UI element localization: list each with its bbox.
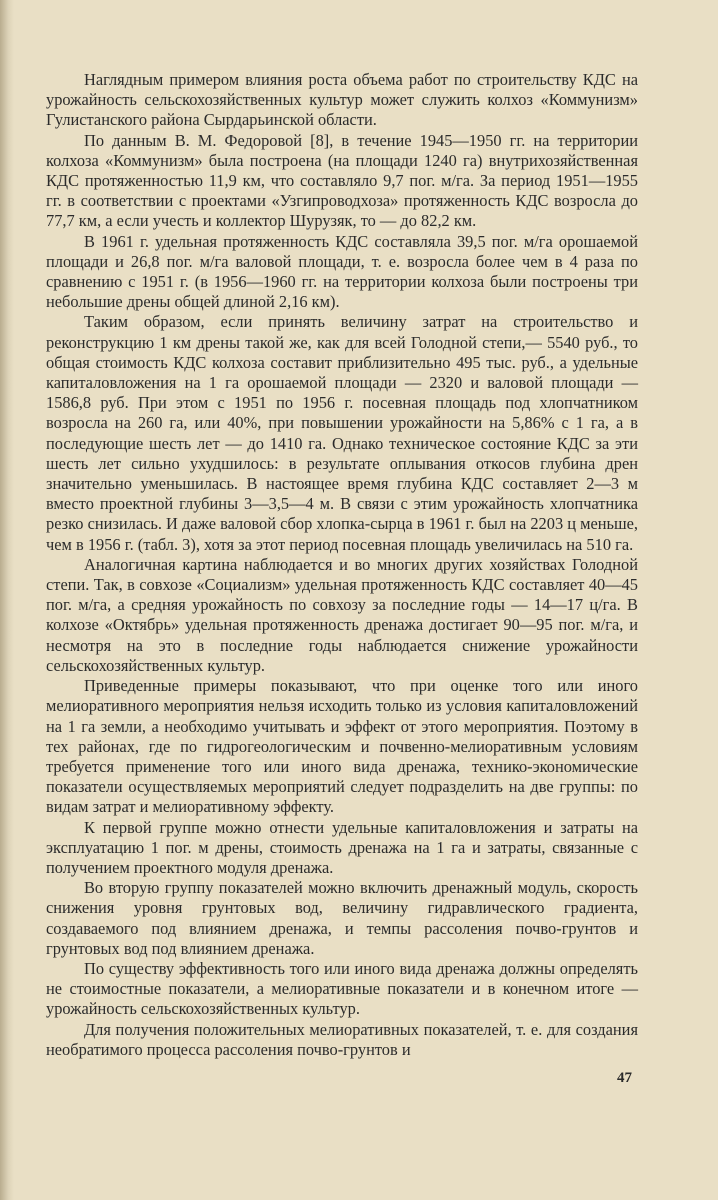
- paragraph-5: Аналогичная картина наблюдается и во многих других хозяйствах Голодной степи. Так, в совхозе «Социализм» удельная протяженность КДС составляет 40—45 пог. м/га, а средняя урожайность по совхозу за последние годы — 14—17 ц/га. В колхозе «Октябрь» удельная протяженность дренажа достигает 90—95 пог. м/га, и несмотря на это в последние годы наблюдается снижение урожайности сельскохозяйственных культур.: [46, 554, 638, 675]
- paragraph-4: Таким образом, если принять величину затрат на строительство и реконструкцию 1 км дрены такой же, как для всей Голодной степи,— 5540 руб., то общая стоимость КДС колхоза составит приблизительно 495 тыс. руб., а удельные капиталовложения на 1 га орошаемой площади — 2320 и валовой площади — 1586,8 руб. При этом с 1951 по 1956 г. посевная площадь под хлопчатником возросла на 260 га, или 40%, при повышении урожайности на 5,86% с 1 га, а в последующие шесть лет — до 1410 га. Однако техническое состояние КДС за эти шесть лет сильно ухудшилось: в результате оплывания откосов глубина дрен значительно уменьшилась. В настоящее время глубина КДС составляет 2—3 м вместо проектной глубины 3—3,5—4 м. В связи с этим урожайность хлопчатника резко снизилась. И даже валовой сбор хлопка-сырца в 1961 г. был на 2203 ц меньше, чем в 1956 г. (табл. 3), хотя за этот период посевная площадь увеличилась на 510 га.: [46, 312, 638, 554]
- paragraph-1: Наглядным примером влияния роста объема работ по строительству КДС на урожайность сельскохозяйственных культур может служить колхоз «Коммунизм» Гулистанского района Сырдарьинской области.: [46, 70, 638, 130]
- paragraph-2: По данным В. М. Федоровой [8], в течение 1945—1950 гг. на территории колхоза «Коммунизм» была построена (на площади 1240 га) внутрихозяйственная КДС протяженностью 11,9 км, что составляло 9,7 пог. м/га. За период 1951—1955 гг. в соответствии с проектами «Узгипроводхоза» протяженность КДС возросла до 77,7 км, а если учесть и коллектор Шурузяк, то — до 82,2 км.: [46, 130, 638, 231]
- body-text: [46, 70, 638, 1060]
- paragraph-7: К первой группе можно отнести удельные капиталовложения и затраты на эксплуатацию 1 пог. м дрены, стоимость дренажа на 1 га и затраты, связанные с получением проектного модуля дренажа.: [46, 817, 638, 877]
- paragraph-10: Для получения положительных мелиоративных показателей, т. е. для создания необратимого процесса рассоления почво-грунтов и: [46, 1019, 638, 1059]
- paragraph-8: Во вторую группу показателей можно включить дренажный модуль, скорость снижения уровня грунтовых вод, величину гидравлического градиента, создаваемого под влиянием дренажа, и темпы рассоления почво-грунтов и грунтовых вод под влиянием дренажа.: [46, 878, 638, 958]
- paragraph-9: По существу эффективность того или иного вида дренажа должны определять не стоимостные показатели, а мелиоративные показатели и в конечном итоге — урожайность сельскохозяйственных культур.: [46, 958, 638, 1019]
- paragraph-6: Приведенные примеры показывают, что при оценке того или иного мелиоративного мероприятия нельзя исходить только из условия капиталовложений на 1 га земли, а необходимо учитывать и эффект от этого мероприятия. Поэтому в тех районах, где по гидрогеологическим и почвенно-мелиоративным условиям требуется применение того или иного вида дренажа, технико-экономические показатели осуществляемых мероприятий следует подразделить на две группы: по видам затрат и мелиоративному эффекту.: [46, 676, 638, 817]
- book-spine-shadow: [0, 0, 14, 1200]
- paragraph-3: В 1961 г. удельная протяженность КДС составляла 39,5 пог. м/га орошаемой площади и 26,8 пог. м/га валовой площади, т. е. возросла более чем в 4 раза по сравнению с 1951 г. (в 1956—1960 гг. на территории колхоза были построены три небольшие дрены общей длиной 2,16 км).: [46, 231, 638, 312]
- page-number: 47: [617, 1070, 632, 1086]
